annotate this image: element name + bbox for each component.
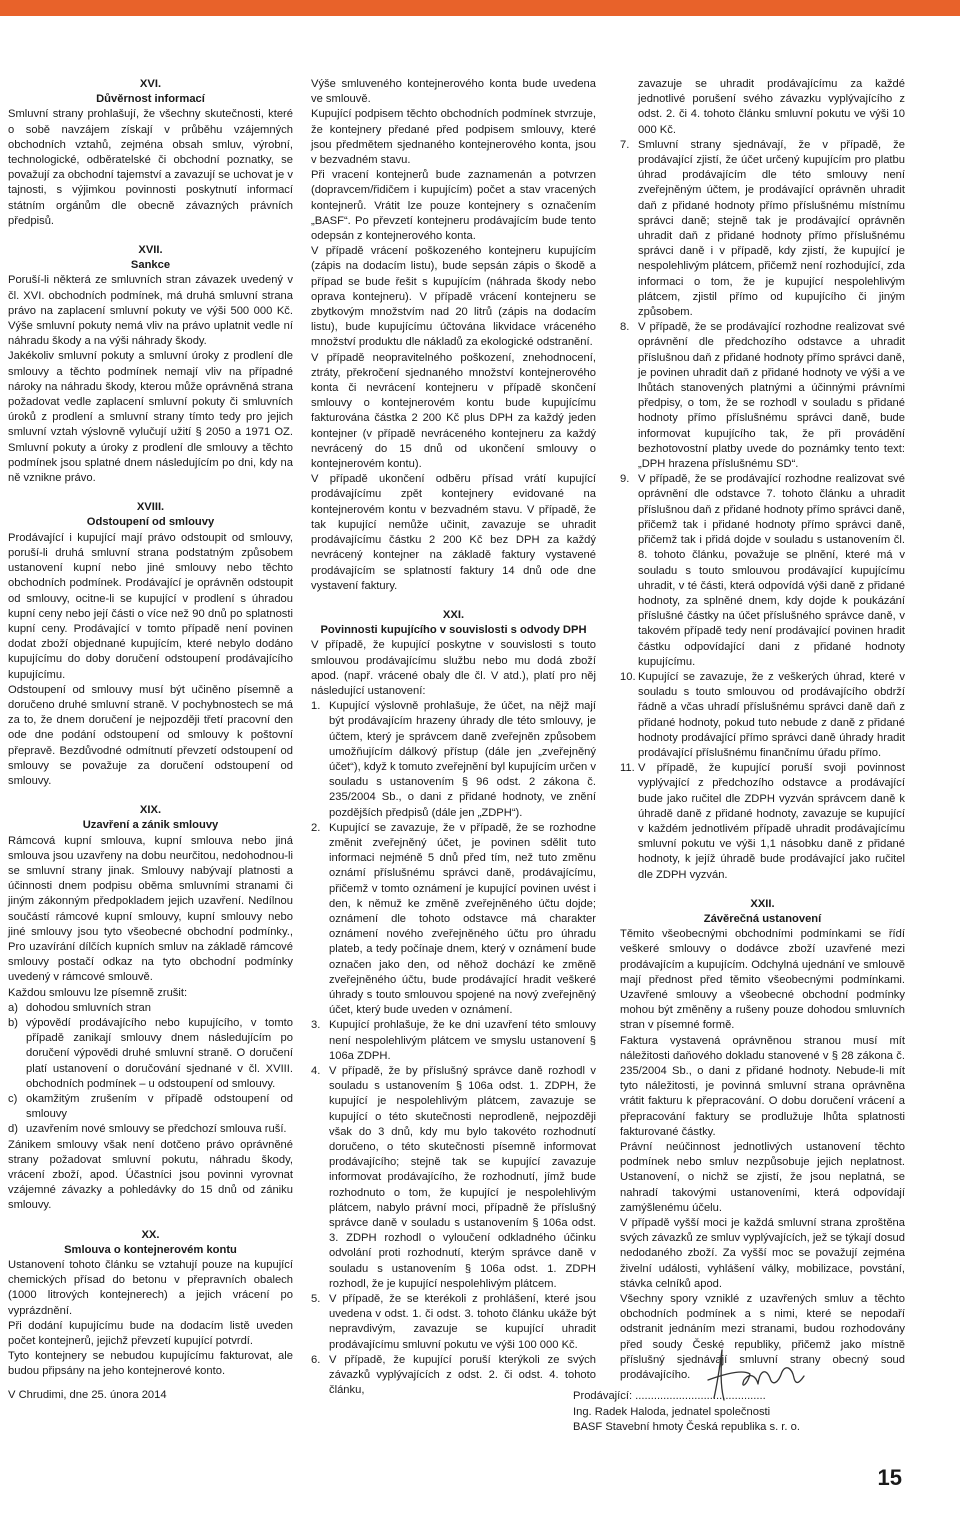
- seller-name: Ing. Radek Haloda, jednatel společnosti: [573, 1405, 771, 1418]
- paragraph: V případě ukončení odběru přísad vrátí kupující prodávajícímu zpět kontejnery evidované na kontejnerovém kontu v bezvadném stavu. V případě, že tak kupující nemůže učinit, zavazuje se uhradit prodávajícímu částku 2 200 Kč bez DPH za každý nevrácený kontejner na základě faktury vystavené prodávajícím se splatností faktury 14 dnů ode dne vystavení faktury.: [311, 473, 596, 592]
- list-item: 5. V případě, že se kterékoli z prohlášení, které jsou uvedena v odst. 1. či odst. 3. tohoto článku ukáže být nepravdivým, zavazuje se kupující uhradit prodávajícímu smluvní pokutu ve výši 100 000 Kč.: [311, 1293, 596, 1351]
- seller-label: Prodávající: ..........................................: [573, 1390, 766, 1402]
- section-title: Smlouva o kontejnerovém kontu: [64, 1243, 237, 1256]
- page-number: 15: [877, 1465, 902, 1490]
- paragraph: V případě neopravitelného poškození, znehodnocení, ztráty, překročení sjednaného množství kontejnerového konta či nevrácení kontejneru v případě skončení smlouvy o kontejnerovém kontu bude kupujícímu fakturována částka 2 200 Kč plus DPH za každý jeden kontejner (v případě nevráceného kontejneru za každý nevrácený do 15 dnů od ukončení smlouvy o kontejnerovém kontu).: [311, 351, 596, 471]
- section-title: Uzavření a zánik smlouvy: [82, 819, 219, 832]
- paragraph: Rámcová kupní smlouva, kupní smlouva nebo jiná smlouva jsou uzavřeny na dobu neurčitou, nedohodnou-li se smluvní strany jinak. Smlouvy nabývají platnosti a účinnosti dnem podpisu oběma smluvními stranami či jiným zákonným předpokladem jejich uzavření. Nedílnou součástí rámcové kupní smlouvy, kupní smlouvy nebo jiné smlouvy jsou tyto všeobecné obchodní podmínky., Pro uzavírání dílčích kupních smluv na základě rámcové smlouvy postačí odkaz na tyto obchodní podmínky uvedený v rámcové smlouvě.: [8, 834, 293, 984]
- paragraph: Kupující podpisem těchto obchodních podmínek stvrzuje, že kontejnery předané před podpisem smlouvy, které jsou předmětem sjednaného kontejnerového konta, jsou v bezvadném stavu.: [311, 108, 596, 167]
- list-item: 2. Kupující se zavazuje, že v případě, že se rozhodne změnit zveřejněný účet, je povinen sdělit tuto informaci nejméně 5 dnů před tím, než tuto změnu oznámí příslušnému správci daně, prodávajícímu, přičemž v tomto oznámení je kupující povinen uvést i den, k němuž ke změně zveřejněného účtu dojde; oznámení dle tohoto odstavce má charakter oznámení nového zveřejněného účtu pro úhradu plateb, a tedy počínaje dnem, který v oznámení bude označen jako den, od něhož dochází ke změně zveřejněného účtu, bude prodávající hradit veškeré úhrady s touto smlouvou spojené na nový zveřejněný účet, který bude uveden v oznámení.: [311, 821, 596, 1017]
- paragraph: Zánikem smlouvy však není dotčeno právo oprávněné strany požadovat smluvní pokutu, náhradu škody, vrácení zboží, apod. Účastníci jsou povinni vyrovnat vzájemné závazky a pohledávky do 15 dnů od zániku smlouvy.: [8, 1138, 293, 1212]
- list-item: 10. Kupující se zavazuje, že z veškerých úhrad, které v souladu s touto smlouvou od prodávajícího obdrží řádně a včas uhradí příslušnému správci daně daň z přidané hodnoty, pokud tuto nebude z daně z přidané hodnoty prodávající přímo správci daně úhrady hradit prodávající příslušnému finančnímu úřadu přímo.: [620, 670, 905, 759]
- paragraph: Každou smlouvu lze písemně zrušit:: [8, 986, 188, 999]
- column-3: [620, 77, 905, 1383]
- list-item: 9. V případě, že se prodávající rozhodne realizovat své oprávnění dle odstavce 7. tohoto článku a uhradit příslušnou daň z přidané hodnoty přímo správci daně, přičemž tak i přidané hodnoty přímo správci daně, přičemž tak i přidá dojde v souladu s ustanovením čl. 8. tohoto článku, považuje se plnění, které má v souladu s touto smlouvou prodávající kupujícímu uhradit, v té části, která odpovídá výši daně z přidané hodnoty, za splněné dnem, kdy dojde k poukázání příslušné částky na účet příslušného správce daně, v takovém případě tedy není prodávající povinen hradit částku odpovídající dani z přidané hodnoty kupujícímu.: [620, 473, 905, 668]
- vat-obligations-list: [311, 699, 596, 1398]
- list-item: c) okamžitým zrušením v případě odstoupení od smlouvy: [8, 1093, 293, 1121]
- section-number: XVII.: [138, 244, 163, 257]
- paragraph: Faktura vystavená oprávněnou stranou musí mít náležitosti daňového dokladu stanovené v § 28 zákona č. 235/2004 Sb., o dani z přidané hodnoty. Nebude-li mít tyto náležitosti, je povinná smluvní strana oprávněna vrátit fakturu k přepracování. O dobu doručení vrácení a přepracování faktury se prodlužuje lhůta splatnosti fakturované částky.: [620, 1034, 905, 1138]
- list-item: 3. Kupující prohlašuje, že ke dni uzavření této smlouvy není nespolehlivým plátcem ve smyslu ustanovení § 106a ZDPH.: [311, 1019, 596, 1062]
- section-title: Odstoupení od smlouvy: [86, 516, 215, 529]
- vat-obligations-list-cont: [620, 138, 905, 883]
- section-title: Sankce: [130, 259, 171, 272]
- paragraph: Smluvní strany prohlašují, že všechny skutečnosti, které o sobě navzájem získají v průběhu vzájemných obchodních vztahů, zejména obsah smluv, výrobní, technologické, odběratelské či obchodní poznatky, se považují za obchodní tajemství a zavazují se uchovat je v tajnosti, s výjimkou povinnosti poskytnutí informací státním orgánům dle obecně závazných právních předpisů.: [8, 108, 293, 227]
- paragraph: Poruší-li některá ze smluvních stran závazek uvedený v čl. XVI. obchodních podmínek, má druhá smluvní strana právo na zaplacení smluvní pokuty ve výši 500 000 Kč. Výše smluvní pokuty nemá vliv na právo uplatnit vedle ní náhradu škody a na výši náhrady škody.: [8, 274, 293, 348]
- paragraph: Při vracení kontejnerů bude zaznamenán a potvrzen (dopravcem/řidičem i kupujícím) počet a stav vracených kontejnerů. Vrátit lze pouze kontejnery s označením „BASF“. Po převzetí kontejneru prodávajícím bude tento odepsán z kontejnerového konta.: [311, 169, 596, 243]
- paragraph: Těmito všeobecnými obchodními podmínkami se řídí veškeré smlouvy o dodávce zboží uzavřené mezi prodávajícím a kupujícím. Odchylná ujednání ve smlouvě mají přednost před těmito všeobecnými podmínkami. Uzavřené smlouvy a všeobecné obchodní podmínky mohou být změněny a rušeny pouze dohodou smluvních stran v písemné formě.: [620, 928, 905, 1032]
- list-item: d) uzavřením nové smlouvy se předchozí smlouva ruší.: [8, 1123, 287, 1136]
- paragraph: Jakékoliv smluvní pokuty a smluvní úroky z prodlení dle smlouvy a těchto podmínek nemají vliv na případné nároky na náhradu škody, kterou může oprávněná strana požadovat vedle zaplacení smluvní pokuty či smluvních úroků z prodlení a smluvní strany tímto tedy pro jejich smluvní vztah výslovně vylučují užití § 2050 a 1971 OZ. Smluvní pokuty a úroky z prodlení dle smlouvy a těchto podmínek jsou splatné dnem následujícím po dni, kdy na ně vznikne právo.: [8, 350, 293, 485]
- header-accent-bar: [0, 0, 960, 16]
- section-title: Důvěrnost informací: [96, 93, 205, 106]
- section-number: XIX.: [139, 804, 162, 817]
- section-title: Povinnosti kupujícího v souvislosti s odvody DPH: [320, 624, 587, 637]
- paragraph: V případě, že kupující poskytne v souvislosti s touto smlouvou prodávajícímu službu nebo mu dodá zboží apod. (např. vrácené obaly dle čl. V atd.), platí pro něj následující ustanovení:: [311, 639, 596, 697]
- section-number: XXII.: [750, 897, 775, 910]
- paragraph: Odstoupení od smlouvy musí být učiněno písemně a doručeno druhé smluvní straně. V pochybnostech se má za to, že dnem doručení je nejpozději třetí pracovní den ode dne podání odstoupení od smlouvy k poštovní přepravě. Bezdůvodné odmítnutí převzetí odstoupení od smlouvy se považuje za doručení odstoupení od smlouvy.: [8, 683, 293, 787]
- list-item: 7. Smluvní strany sjednávají, že v případě, že prodávající zjistí, že účet určený kupujícím pro platbu úhrad prodávajícím dle této smlouvy není zveřejněným účtem, je prodávající oprávněn uhradit daň z přidané hodnoty přímo příslušnému místnímu správci daně; stejně tak je prodávající oprávněn uhradit daň z přidané hodnoty přímo příslušnému správci daně i v případě, kdy zjistí, že kupující je nespolehlivým plátcem, přičemž není rozhodující, zda informaci o tom, že je kupující nespolehlivým plátcem, zjistil přímo od kupujícího či jiným způsobem.: [620, 138, 905, 319]
- list-item: 6. V případě, že kupující poruší kterýkoli ze svých závazků vyplývajících z odst. 2. či odst. 4. tohoto článku,: [311, 1353, 596, 1397]
- list-item: 4. V případě, že by příslušný správce daně rozhodl v souladu s ustanovením § 106a odst. 1. ZDPH, že kupující je nespolehlivým plátcem, zavazuje se kupující o této skutečnosti neprodleně, nejpozději však do 3 dnů, kdy mu bylo takovéto rozhodnutí doručeno, o této skutečnosti písemně informovat prodávajícího; stejně tak se kupující zavazuje informovat prodávajícího, že rozhodnutí, jímž bude rozhodnuto o tom, že kupující je nespolehlivým plátcem, nabylo právní moci, případně že příslušný správce daně v souladu s ustanovením § 106a odst. 3. ZDPH rozhodl o vyloučení odkladného účinku odvolání proti rozhodnutí, kterým správce daně v souladu s ustanovením § 106a odst. 1. ZDPH rozhodl, že je kupující nespolehlivým plátcem.: [311, 1065, 596, 1290]
- list-item: 11. V případě, že kupující poruší svoji povinnost vyplývající z předchozího odstavce a prodávající bude jako ručitel dle ZDPH vyzván správcem daně k úhradě daně z přidané hodnoty, zavazuje se kupující v každém jednotlivém případě uhradit prodávajícímu smluvní pokutu ve výši 1,1 násobku daně z přidané hodnoty, k jejíž úhradě bude prodávající jako ručitel dle ZDPH vyzván.: [620, 762, 905, 881]
- seller-signature-block: [573, 1389, 800, 1436]
- paragraph: zavazuje se uhradit prodávajícímu za každé jednotlivé porušení svého závazku vyplývajícího z odst. 2. či 4. tohoto článku smluvní pokutu ve výši 10 000 Kč.: [638, 78, 905, 136]
- list-item: 1. Kupující výslovně prohlašuje, že účet, na nějž mají být prodávajícím hrazeny úhrady dle této smlouvy, je účtem, který je správcem daně zveřejněn způsobem umožňujícím dálkový přístup (dále jen „zveřejněný účet“), když k tomuto zveřejnění byl kupujícím určen v souladu s ustanovením § 96 odst. 2 zákona č. 235/2004 Sb., o dani z přidané hodnoty, ve znění pozdějších předpisů (dále jen „ZDPH“).: [311, 700, 596, 819]
- place-date: V Chrudimi, dne 25. února 2014: [8, 1389, 167, 1401]
- section-number: XVIII.: [136, 501, 165, 514]
- paragraph: Výše smluveného kontejnerového konta bude uvedena ve smlouvě.: [311, 78, 596, 106]
- seller-company: BASF Stavební hmoty Česká republika s. r. o.: [573, 1421, 800, 1433]
- paragraph: Ustanovení tohoto článku se vztahují pouze na kupující chemických přísad do betonu v přepravních obalech (1000 litrových kontejnerech) a jejich vrácení po vyprázdnění.: [8, 1259, 293, 1317]
- paragraph: Prodávající i kupující mají právo odstoupit od smlouvy, poruší-li druhá smluvní strana podstatným způsobem ustanovení kupní nebo jiné smlouvy nebo těchto obchodních podmínek. Prodávající je oprávněn odstoupit od smlouvy, ocitne-li se kupující v prodlení s úhradou kupní ceny nebo její části o více než 90 dnů po splatnosti kupní ceny. Prodávající v tomto případě není povinen dodat zboží objednané kupujícím, které nebylo dodáno kupujícímu do doby doručení odstoupení prodávajícího kupujícímu.: [8, 531, 293, 681]
- paragraph: Všechny spory vzniklé z uzavřených smluv a těchto obchodních podmínek a s nimi, které se nepodaří odstranit jednáním mezi stranami, budou rozhodovány před soudy České republiky, přičemž jako místně příslušný sjednávají smluvní strany obecný soud prodávajícího.: [620, 1293, 905, 1382]
- section-number: XX.: [141, 1228, 160, 1241]
- paragraph: V případě vrácení poškozeného kontejneru kupujícím (zápis na dodacím listu), bude sepsán zápis o škodě a případ se bude řešit s kupujícím (náhrada škody nebo oprava kontejneru). V případě vrácení kontejneru se zbytkovým množstvím nad 20 litrů (zápis na dodacím listu), bude kupujícímu účtována likvidace vráceného množství produktu dle nákladů za ekologické odstranění.: [311, 245, 596, 349]
- column-1: [8, 77, 293, 1380]
- column-2: [311, 77, 596, 1398]
- paragraph: V případě vyšší moci je každá smluvní strana zproštěna svých závazků ze smluv vyplývajících, jež se týkají dosud nedodaného zboží. Za vyšší moc se považují zejména živelní události, vyhlášení války, mobilizace, povstání, stávka celníků apod.: [620, 1217, 905, 1290]
- list-item: b) výpovědí prodávajícího nebo kupujícího, v tomto případě zanikají smlouvy dnem následujícím po doručení výpovědi druhé smluvní straně. O doručení platí ustanovení o doručování sjednané v čl. XVIII. obchodních podmínek – u odstoupení od smlouvy.: [8, 1016, 293, 1090]
- paragraph: Tyto kontejnery se nebudou kupujícímu fakturovat, ale budou připsány na jeho kontejnerové konto.: [8, 1350, 293, 1378]
- cancellation-list: [8, 1001, 293, 1138]
- paragraph: Při dodání kupujícímu bude na dodacím listě uveden počet kontejnerů, jejichž převzetí kupující potvrdí.: [8, 1319, 293, 1348]
- list-item: a) dohodou smluvních stran: [8, 1001, 152, 1014]
- list-item: 8. V případě, že se prodávající rozhodne realizovat své oprávnění dle předchozího odstavce a uhradit příslušnou daň z přidané hodnoty přímo správci daně, je povinen uhradit daň z přidané hodnoty ve výši a ve lhůtách stanovených platnými a účinnými právními předpisy, o tom, že se rozhodl v souladu s přidané hodnoty přímo příslušnému správci daně, bude informovat kupujícího tak, že při provádění bezhotovostní platby uvede do poznámky tento text: „DPH hrazena příslušnému SD“.: [620, 321, 905, 471]
- section-title: Závěrečná ustanovení: [703, 912, 822, 925]
- section-number: XVI.: [139, 78, 162, 90]
- paragraph: Právní neúčinnost jednotlivých ustanovení těchto podmínek nebo smluv nezpůsobuje jejich neplatnost. Ustanovení, o nichž se zjistí, že jsou neplatná, se nahradí takovými ustanoveními, která odpovídají zamýšlenému účelu.: [620, 1141, 905, 1214]
- section-number: XXI.: [442, 608, 465, 621]
